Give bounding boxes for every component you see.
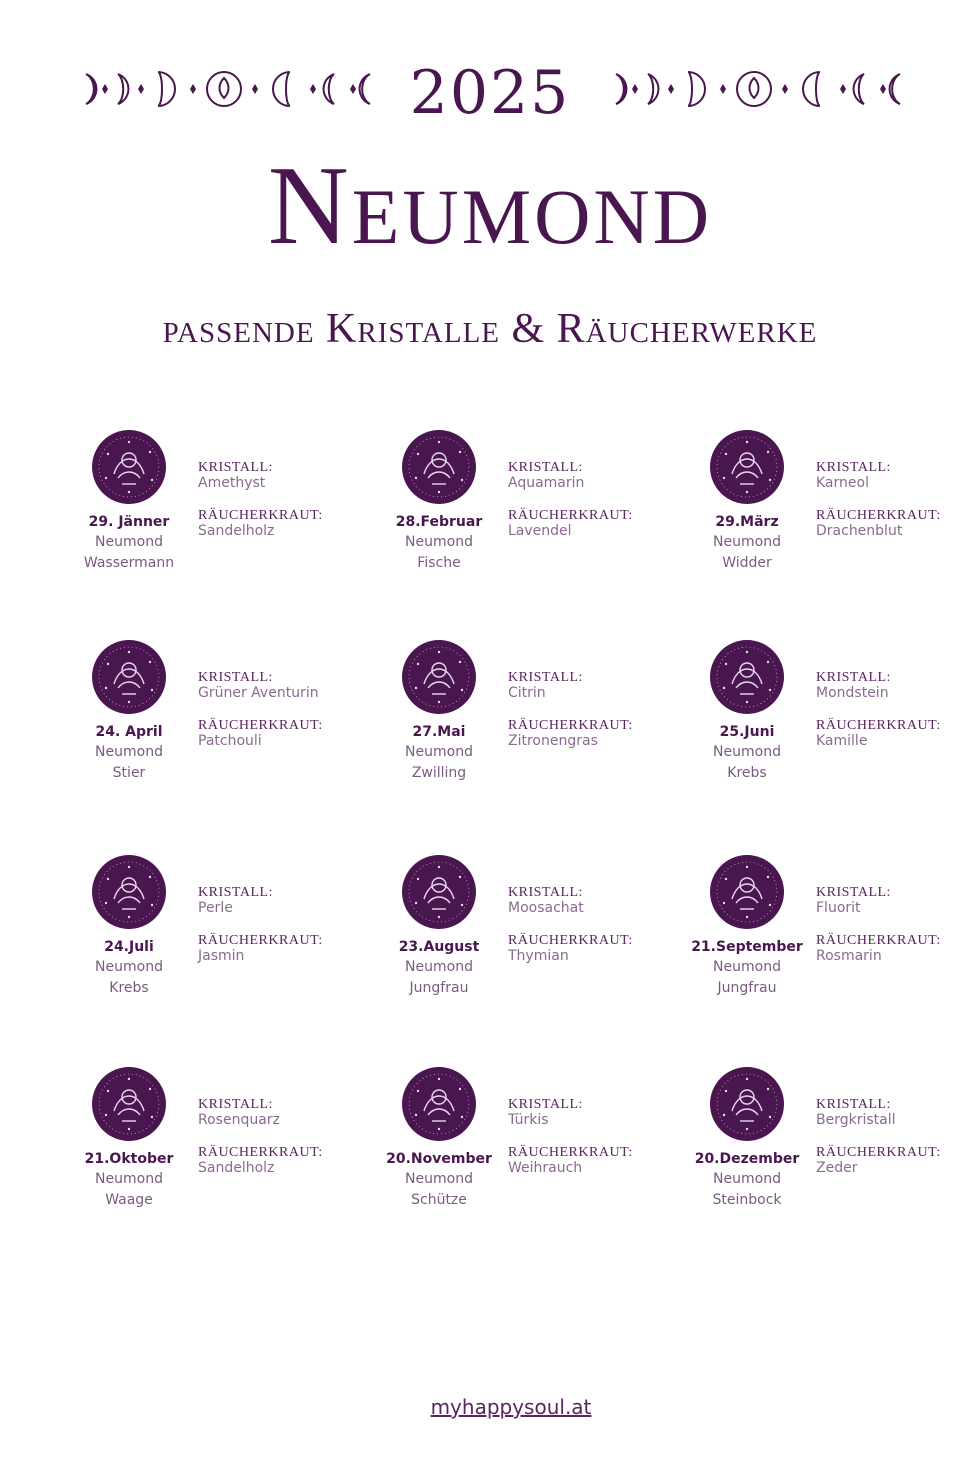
pisces-icon bbox=[402, 430, 476, 504]
herb-value: Zeder bbox=[816, 1160, 858, 1176]
herb-value: Sandelholz bbox=[198, 523, 275, 539]
moon-entry bbox=[398, 640, 698, 820]
entry-zodiac-sign: Krebs bbox=[109, 980, 149, 996]
aquarius-icon bbox=[92, 430, 166, 504]
crystal-label: KRISTALL: bbox=[198, 885, 273, 900]
entry-date: 21.Oktober bbox=[84, 1151, 174, 1167]
date-column bbox=[378, 937, 500, 999]
herb-label: RÄUCHERKRAUT: bbox=[198, 933, 323, 948]
date-column bbox=[686, 1149, 808, 1211]
date-column bbox=[68, 937, 190, 999]
entry-zodiac-sign: Jungfrau bbox=[717, 980, 777, 996]
crystal-value: Aquamarin bbox=[508, 475, 585, 491]
entry-zodiac-sign: Steinbock bbox=[712, 1192, 782, 1208]
entry-moon-phase: Neumond bbox=[713, 1171, 781, 1187]
moon-entry bbox=[83, 430, 388, 610]
crystal-value: Amethyst bbox=[198, 475, 266, 491]
herb-label: RÄUCHERKRAUT: bbox=[508, 718, 633, 733]
entry-zodiac-sign: Krebs bbox=[727, 765, 767, 781]
cancer-icon bbox=[710, 640, 784, 714]
info-column bbox=[508, 885, 698, 965]
herb-label: RÄUCHERKRAUT: bbox=[198, 508, 323, 523]
info-column bbox=[508, 670, 698, 750]
date-column bbox=[68, 722, 190, 784]
herb-label: RÄUCHERKRAUT: bbox=[816, 1145, 941, 1160]
crystal-label: KRISTALL: bbox=[816, 885, 891, 900]
moon-entry bbox=[88, 640, 388, 820]
crystal-label: KRISTALL: bbox=[508, 1097, 583, 1112]
date-column bbox=[378, 722, 500, 784]
entry-zodiac-sign: Schütze bbox=[411, 1192, 467, 1208]
entry-zodiac-sign: Wassermann bbox=[83, 555, 175, 571]
crystal-label: KRISTALL: bbox=[198, 670, 273, 685]
crystal-label: KRISTALL: bbox=[508, 670, 583, 685]
herb-value: Kamille bbox=[816, 733, 868, 749]
entry-moon-phase: Neumond bbox=[713, 534, 781, 550]
crystal-value: Mondstein bbox=[816, 685, 889, 701]
crystal-label: KRISTALL: bbox=[198, 1097, 273, 1112]
moon-entry bbox=[386, 1067, 698, 1247]
herb-label: RÄUCHERKRAUT: bbox=[816, 718, 941, 733]
info-column bbox=[816, 885, 980, 965]
crystal-value: Moosachat bbox=[508, 900, 584, 916]
herb-label: RÄUCHERKRAUT: bbox=[508, 1145, 633, 1160]
date-column bbox=[68, 512, 190, 574]
date-column bbox=[686, 722, 808, 784]
entry-zodiac-sign: Fische bbox=[417, 555, 461, 571]
entry-date: 24.Juli bbox=[104, 939, 154, 955]
entry-date: 27.Mai bbox=[412, 724, 466, 740]
entry-date: 20.November bbox=[386, 1151, 492, 1167]
info-column bbox=[198, 670, 388, 750]
website-link[interactable]: myhappysoul.at bbox=[430, 1395, 592, 1419]
cancer-icon bbox=[92, 855, 166, 929]
sagittarius-icon bbox=[402, 1067, 476, 1141]
herb-label: RÄUCHERKRAUT: bbox=[816, 508, 941, 523]
moon-entry bbox=[694, 1067, 980, 1247]
crystal-label: KRISTALL: bbox=[816, 460, 891, 475]
entry-moon-phase: Neumond bbox=[713, 959, 781, 975]
crystal-value: Citrin bbox=[508, 685, 546, 701]
virgo-icon bbox=[710, 855, 784, 929]
herb-label: RÄUCHERKRAUT: bbox=[816, 933, 941, 948]
entry-date: 25.Juni bbox=[719, 724, 775, 740]
date-column bbox=[686, 512, 808, 574]
crystal-label: KRISTALL: bbox=[198, 460, 273, 475]
entry-zodiac-sign: Stier bbox=[112, 765, 146, 781]
crystal-label: KRISTALL: bbox=[816, 1097, 891, 1112]
entry-moon-phase: Neumond bbox=[95, 744, 163, 760]
entry-date: 29.März bbox=[715, 514, 779, 530]
entry-moon-phase: Neumond bbox=[405, 744, 473, 760]
herb-value: Zitronengras bbox=[508, 733, 598, 749]
entry-date: 21.September bbox=[691, 939, 803, 955]
herb-value: Patchouli bbox=[198, 733, 262, 749]
herb-value: Thymian bbox=[508, 948, 569, 964]
herb-value: Drachenblut bbox=[816, 523, 903, 539]
entry-date: 24. April bbox=[95, 724, 163, 740]
entry-date: 29. Jänner bbox=[88, 514, 170, 530]
entry-zodiac-sign: Zwilling bbox=[411, 765, 467, 781]
crystal-value: Türkis bbox=[508, 1112, 549, 1128]
moon-entry bbox=[88, 855, 388, 1035]
info-column bbox=[816, 460, 980, 540]
moon-entry bbox=[706, 640, 980, 820]
entry-moon-phase: Neumond bbox=[405, 1171, 473, 1187]
entry-zodiac-sign: Waage bbox=[105, 1192, 153, 1208]
crystal-value: Rosenquarz bbox=[198, 1112, 280, 1128]
herb-label: RÄUCHERKRAUT: bbox=[508, 508, 633, 523]
moon-entry bbox=[706, 430, 980, 610]
entry-moon-phase: Neumond bbox=[405, 534, 473, 550]
entry-zodiac-sign: Jungfrau bbox=[409, 980, 469, 996]
entry-date: 28.Februar bbox=[395, 514, 483, 530]
year-heading: 2025 bbox=[409, 58, 571, 128]
crystal-label: KRISTALL: bbox=[508, 885, 583, 900]
info-column bbox=[508, 460, 698, 540]
crystal-value: Grüner Aventurin bbox=[198, 685, 319, 701]
entry-moon-phase: Neumond bbox=[95, 534, 163, 550]
entry-moon-phase: Neumond bbox=[405, 959, 473, 975]
herb-label: RÄUCHERKRAUT: bbox=[198, 718, 323, 733]
entry-date: 20.Dezember bbox=[694, 1151, 800, 1167]
entry-moon-phase: Neumond bbox=[713, 744, 781, 760]
herb-value: Lavendel bbox=[508, 523, 572, 539]
date-column bbox=[378, 1149, 500, 1211]
date-column bbox=[68, 1149, 190, 1211]
virgo-icon bbox=[402, 855, 476, 929]
aries-icon bbox=[710, 430, 784, 504]
libra-icon bbox=[92, 1067, 166, 1141]
crystal-value: Karneol bbox=[816, 475, 869, 491]
taurus-icon bbox=[92, 640, 166, 714]
info-column bbox=[816, 1097, 980, 1177]
crystal-value: Fluorit bbox=[816, 900, 861, 916]
gemini-icon bbox=[402, 640, 476, 714]
herb-label: RÄUCHERKRAUT: bbox=[198, 1145, 323, 1160]
page-title: Neumond bbox=[267, 144, 713, 268]
moon-entry bbox=[395, 430, 698, 610]
herb-value: Weihrauch bbox=[508, 1160, 583, 1176]
entry-date: 23.August bbox=[398, 939, 480, 955]
moon-entry bbox=[84, 1067, 388, 1247]
crystal-value: Bergkristall bbox=[816, 1112, 896, 1128]
page-subtitle: passende Kristalle & Räucherwerke bbox=[162, 306, 818, 352]
info-column bbox=[508, 1097, 698, 1177]
crystal-label: KRISTALL: bbox=[508, 460, 583, 475]
crystal-value: Perle bbox=[198, 900, 233, 916]
moon-entry bbox=[398, 855, 698, 1035]
date-column bbox=[378, 512, 500, 574]
capricorn-icon bbox=[710, 1067, 784, 1141]
herb-value: Sandelholz bbox=[198, 1160, 275, 1176]
herb-value: Rosmarin bbox=[816, 948, 882, 964]
date-column bbox=[686, 937, 808, 999]
crystal-label: KRISTALL: bbox=[816, 670, 891, 685]
herb-label: RÄUCHERKRAUT: bbox=[508, 933, 633, 948]
entry-moon-phase: Neumond bbox=[95, 1171, 163, 1187]
entry-zodiac-sign: Widder bbox=[722, 555, 772, 571]
info-column bbox=[198, 885, 388, 965]
info-column bbox=[198, 460, 388, 540]
herb-value: Jasmin bbox=[198, 948, 245, 964]
moon-entry bbox=[691, 855, 980, 1035]
entry-moon-phase: Neumond bbox=[95, 959, 163, 975]
info-column bbox=[816, 670, 980, 750]
info-column bbox=[198, 1097, 388, 1177]
